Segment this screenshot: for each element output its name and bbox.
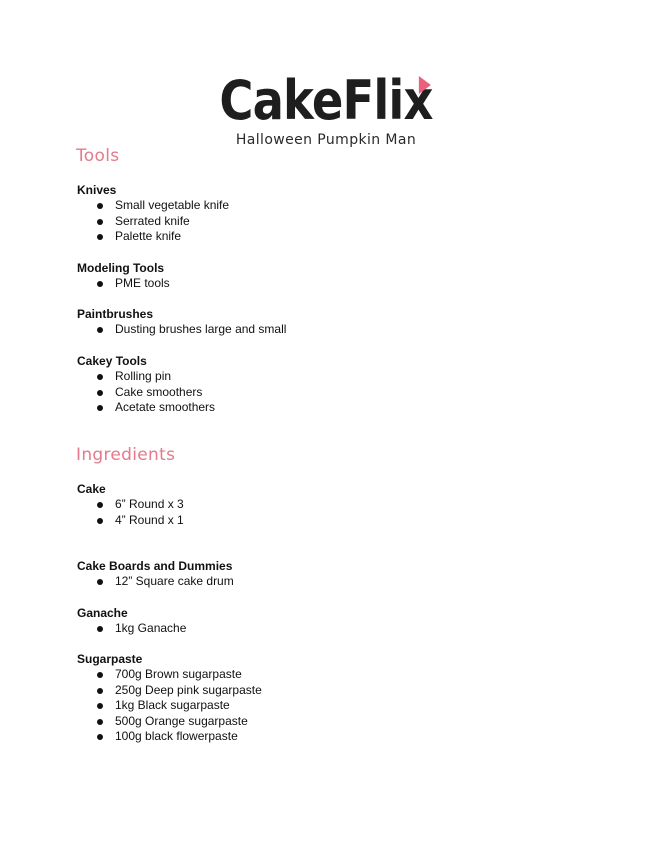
list-item	[0, 369, 215, 385]
list-cake	[0, 497, 184, 528]
list-item	[0, 497, 184, 513]
group-title-paintbrushes: Paintbrushes	[77, 307, 154, 321]
bullet-icon	[97, 502, 103, 508]
tools-heading: Tools	[76, 146, 120, 166]
list-item	[0, 385, 215, 401]
bullet-icon	[97, 518, 103, 524]
bullet-icon	[97, 703, 103, 709]
logo-text: CakeFlix	[219, 69, 433, 132]
logo-container	[0, 69, 652, 132]
list-item	[0, 513, 184, 529]
bullet-icon	[97, 579, 103, 585]
list-item-text: 700g Brown sugarpaste	[115, 667, 242, 681]
list-item	[0, 729, 262, 745]
list-item-text: PME tools	[115, 276, 170, 290]
list-ganache	[0, 621, 186, 637]
cakeflix-logo	[219, 69, 433, 132]
list-item-text: 100g black flowerpaste	[115, 729, 238, 743]
list-item-text: Serrated knife	[115, 213, 190, 228]
list-item	[0, 683, 262, 699]
group-title-ganache: Ganache	[77, 606, 128, 620]
list-item-text: 12” Square cake drum	[115, 574, 234, 588]
bullet-icon	[97, 734, 103, 740]
bullet-icon	[97, 688, 103, 694]
group-title-knives: Knives	[77, 183, 117, 197]
bullet-icon	[97, 626, 103, 632]
bullet-icon	[97, 374, 103, 380]
ingredients-heading: Ingredients	[76, 445, 176, 465]
list-item	[0, 198, 229, 214]
list-item-text: Palette knife	[115, 229, 182, 243]
bullet-icon	[97, 405, 103, 411]
list-item-text: Rolling pin	[115, 369, 172, 383]
bullet-icon	[97, 203, 103, 209]
list-item	[0, 574, 234, 590]
list-sugarpaste	[0, 667, 262, 745]
list-knives	[0, 198, 229, 245]
list-item	[0, 276, 170, 292]
list-item	[0, 214, 229, 230]
bullet-icon	[97, 234, 103, 240]
bullet-icon	[97, 219, 103, 225]
list-item-text: Acetate smoothers	[115, 400, 216, 414]
list-item-text: 250g Deep pink sugarpaste	[115, 682, 262, 697]
list-item	[0, 714, 262, 730]
list-item	[0, 400, 215, 416]
list-item-text: Dusting brushes large and small	[115, 322, 287, 336]
play-triangle-icon	[419, 76, 431, 94]
list-cake-boards	[0, 574, 234, 590]
list-item	[0, 667, 262, 683]
group-title-cakey-tools: Cakey Tools	[77, 354, 147, 368]
page-subtitle: Halloween Pumpkin Man	[235, 132, 417, 148]
list-cakey-tools	[0, 369, 215, 416]
list-modeling-tools	[0, 276, 170, 292]
bullet-icon	[97, 672, 103, 678]
bullet-icon	[97, 327, 103, 333]
list-item	[0, 698, 262, 714]
group-title-cake-boards: Cake Boards and Dummies	[77, 559, 233, 573]
list-item-text: 500g Orange sugarpaste	[115, 713, 248, 728]
list-item-text: 6” Round x 3	[115, 497, 184, 511]
list-item	[0, 229, 229, 245]
list-item-text: 1kg Black sugarpaste	[115, 698, 230, 712]
list-item	[0, 621, 186, 637]
list-item	[0, 322, 286, 338]
list-item-text: Small vegetable knife	[115, 198, 230, 212]
bullet-icon	[97, 719, 103, 725]
bullet-icon	[97, 281, 103, 287]
list-paintbrushes	[0, 322, 286, 338]
group-title-cake: Cake	[77, 482, 106, 496]
list-item-text: 1kg Ganache	[115, 621, 187, 635]
list-item-text: 4” Round x 1	[115, 512, 184, 527]
list-item-text: Cake smoothers	[115, 384, 203, 399]
group-title-modeling-tools: Modeling Tools	[77, 261, 165, 275]
bullet-icon	[97, 390, 103, 396]
group-title-sugarpaste: Sugarpaste	[77, 652, 143, 666]
